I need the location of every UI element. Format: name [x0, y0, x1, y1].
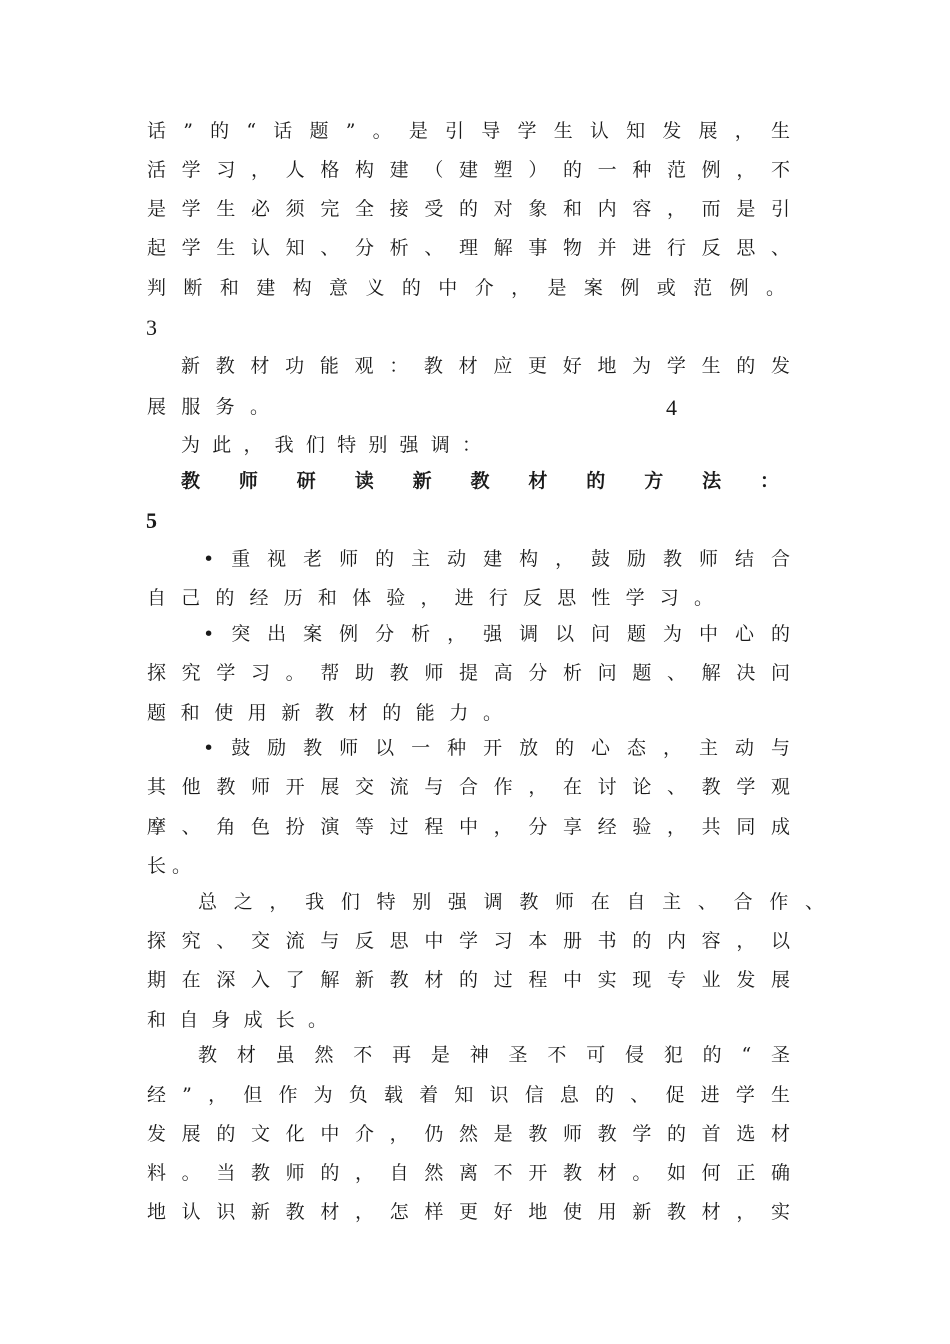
text-line: 话”的“话题”。是引导学生认知发展，生 [147, 120, 790, 142]
text-line: 探究、交流与反思中学习本册书的内容，以 [147, 930, 790, 952]
text-line: 发展的文化中介，仍然是教师教学的首选材 [147, 1123, 790, 1145]
text-line: 是学生必须完全接受的对象和内容，而是引 [147, 198, 790, 220]
text-line: 摩、角色扮演等过程中，分享经验，共同成 [147, 816, 790, 838]
bullet-line: •突出案例分析，强调以问题为中心的 [203, 623, 790, 645]
text-line: 经”，但作为负载着知识信息的、促进学生 [147, 1084, 790, 1106]
bullet-line: •重视老师的主动建构，鼓励教师结合 [203, 548, 790, 570]
text-line: 其他教师开展交流与合作，在讨论、教学观 [147, 776, 790, 798]
text-line: 长。 [147, 855, 191, 877]
text-line: 判断和建构意义的中介，是案例或范例。 [147, 277, 785, 299]
bullet-line: •鼓励教师以一种开放的心态，主动与 [203, 737, 790, 759]
text-line: 自己的经历和体验，进行反思性学习。 [147, 587, 713, 609]
text-line: 和自身成长。 [147, 1009, 327, 1031]
text-line: 为此，我们特别强调： [181, 434, 481, 456]
text-line: 新教材功能观：教材应更好地为学生的发 [181, 355, 790, 377]
footnote-marker: 3 [146, 315, 157, 340]
footnote-marker: 4 [666, 395, 677, 420]
text-line: 总之，我们特别强调教师在自主、合作、 [198, 891, 824, 913]
text-line: 料。当教师的，自然离不开教材。如何正确 [147, 1162, 790, 1184]
text-line: 起学生认知、分析、理解事物并进行反思、 [147, 237, 790, 259]
text-line: 活学习，人格构建（建塑）的一种范例，不 [147, 159, 790, 181]
section-heading: 教师研读新教材的方法： [181, 470, 779, 492]
text-line: 教材虽然不再是神圣不可侵犯的“圣 [198, 1044, 790, 1066]
footnote-marker: 5 [146, 508, 157, 533]
text-line: 题和使用新教材的能力。 [147, 702, 502, 724]
text-line: 期在深入了解新教材的过程中实现专业发展 [147, 969, 790, 991]
text-line: 探究学习。帮助教师提高分析问题、解决问 [147, 662, 790, 684]
text-line: 地认识新教材，怎样更好地使用新教材，实 [147, 1201, 790, 1223]
text-line: 展服务。 [147, 396, 269, 418]
